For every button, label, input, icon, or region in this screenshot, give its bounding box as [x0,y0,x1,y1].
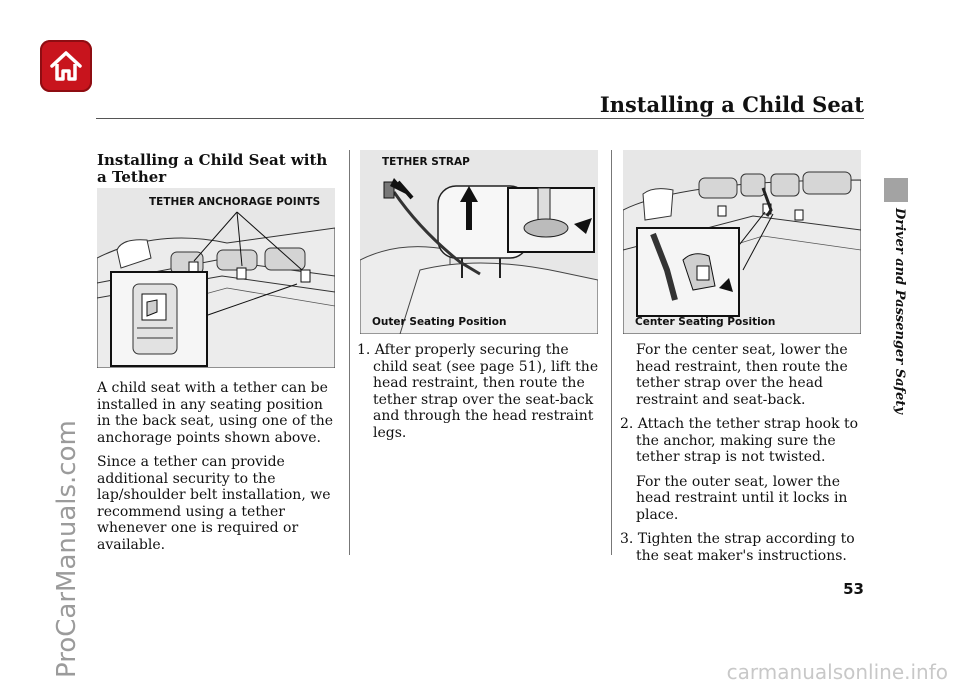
watermark-bottom: carmanualsonline.info [726,660,948,684]
column1-body [97,380,339,561]
section-tab[interactable] [879,208,913,598]
column2-body [357,342,603,449]
home-icon [48,49,84,83]
callout-tether-anchorage-points: TETHER ANCHORAGE POINTS [149,196,321,208]
page-title: Installing a Child Seat [599,92,864,117]
watermark-left-text: ProCarManuals.com [52,420,82,678]
header-rule [96,118,864,119]
watermark-left [52,238,92,678]
section-tab-label: Driver and Passenger Safety [892,208,907,414]
caption-outer-seating-position: Outer Seating Position [372,316,507,328]
step-1: 1. After properly securing the child seat (see page 51), lift the head restraint, then route the tether strap over the seat-back and through the head restraint legs. [357,342,599,441]
column-divider-1 [349,150,350,555]
callout-tether-strap: TETHER STRAP [382,156,470,168]
home-button[interactable] [40,40,92,92]
page-number: 53 [843,580,864,598]
section-heading: Installing a Child Seat with a Tether [97,151,328,186]
paragraph: Since a tether can provide additional security to the lap/shoulder belt installation, we recommend using a tether whenever one is required or available. [97,454,331,553]
tether-strap-outer-illustration [360,150,598,334]
caption-center-seating-position: Center Seating Position [635,316,776,328]
paragraph: For the outer seat, lower the head restraint until it locks in place. [636,473,848,523]
figure-tether-anchorage-points [97,188,335,368]
paragraph: A child seat with a tether can be installed in any seating position in the back seat, using one of the anchorage points shown above. [97,380,334,446]
column-divider-2 [611,150,612,555]
tether-strap-center-illustration [623,150,861,334]
paragraph: For the center seat, lower the head restraint, then route the tether strap over the head restraint and seat-back. [636,342,848,408]
figure-outer-seating-position [360,150,598,334]
column3-body [620,342,866,572]
step-2: 2. Attach the tether strap hook to the anchor, making sure the tether strap is not twisted. [620,416,859,465]
tether-anchorage-illustration [97,188,335,368]
section-tab-marker[interactable] [884,178,908,202]
step-3: 3. Tighten the strap according to the seat maker's instructions. [620,531,855,564]
figure-center-seating-position [623,150,861,334]
